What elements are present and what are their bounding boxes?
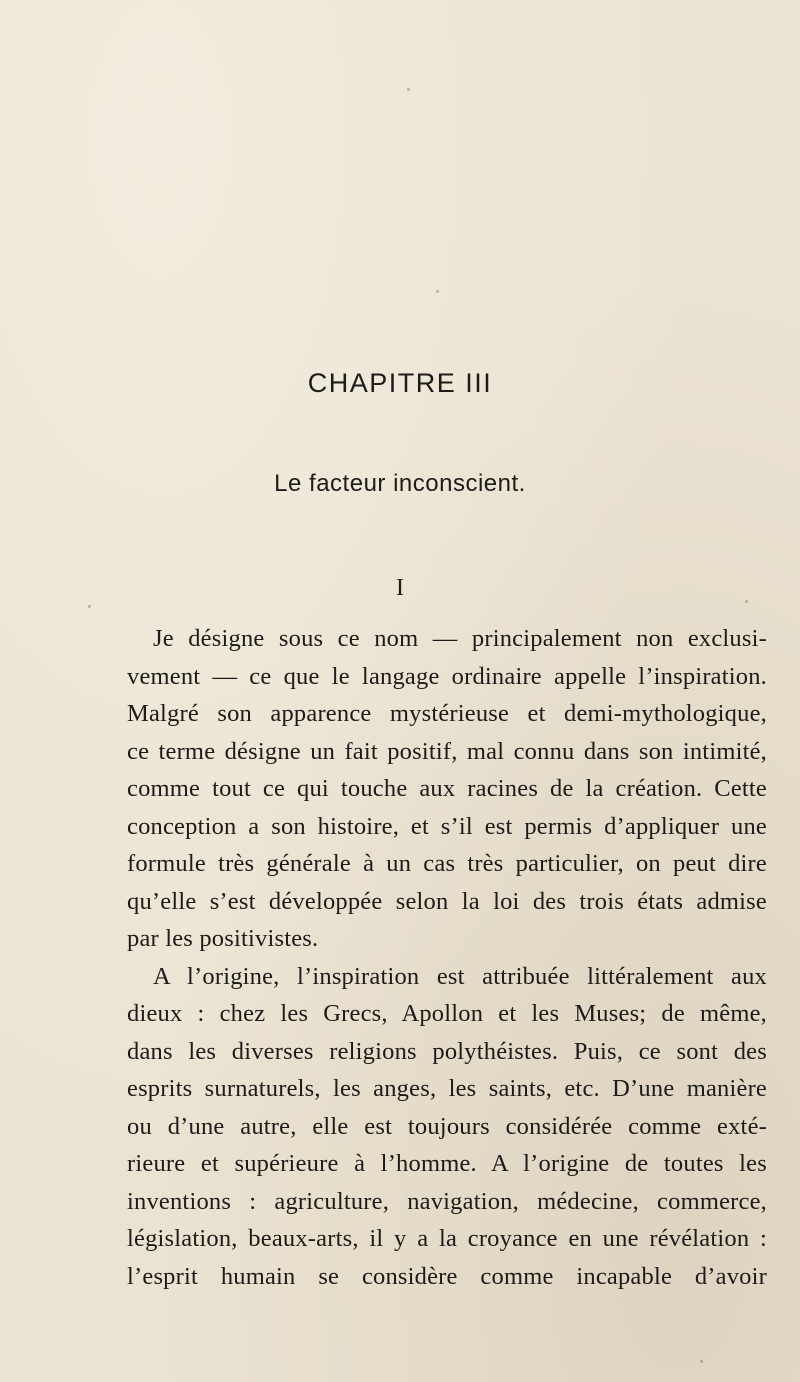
chapter-heading: CHAPITRE III: [307, 368, 493, 398]
body-text: [127, 620, 767, 1295]
text-line: A l’origine, l’inspiration est attribuée littéralement aux: [153, 962, 767, 990]
paper-speck: [407, 88, 410, 91]
text-line: dans les diverses religions polythéistes. Puis, ce sont des: [127, 1037, 767, 1065]
text-line: ce terme désigne un fait positif, mal connu dans son intimité,: [127, 737, 767, 765]
text-line: l’esprit humain se considère comme incapable d’avoir: [127, 1262, 767, 1290]
paper-speck: [700, 1360, 703, 1363]
paper-speck: [436, 290, 439, 293]
text-line: formule très générale à un cas très particulier, on peut dire: [127, 850, 767, 877]
text-line: inventions : agriculture, navigation, médecine, commerce,: [127, 1187, 767, 1215]
text-line: conception a son histoire, et s’il est permis d’appliquer une: [127, 812, 767, 840]
text-line: esprits surnaturels, les anges, les saints, etc. D’une manière: [127, 1075, 767, 1102]
text-line: comme tout ce qui touche aux racines de la création. Cette: [127, 775, 767, 802]
text-line: rieure et supérieure à l’homme. A l’origine de toutes les: [127, 1150, 767, 1177]
text-line: qu’elle s’est développée selon la loi des trois états admise: [127, 887, 767, 915]
text-line: dieux : chez les Grecs, Apollon et les Muses; de même,: [127, 1000, 767, 1027]
text-line: législation, beaux-arts, il y a la croyance en une révélation :: [127, 1225, 767, 1252]
text-line: Je désigne sous ce nom — principalement non exclusi-: [153, 625, 767, 652]
chapter-title: Le facteur inconscient.: [274, 470, 526, 497]
section-number: I: [396, 575, 404, 601]
text-line: ou d’une autre, elle est toujours considérée comme exté-: [127, 1112, 767, 1140]
text-line: vement — ce que le langage ordinaire appelle l’inspiration.: [127, 662, 767, 690]
paper-speck: [88, 605, 91, 608]
text-line: Malgré son apparence mystérieuse et demi-mythologique,: [127, 700, 767, 727]
text-line: par les positivistes.: [127, 925, 319, 952]
